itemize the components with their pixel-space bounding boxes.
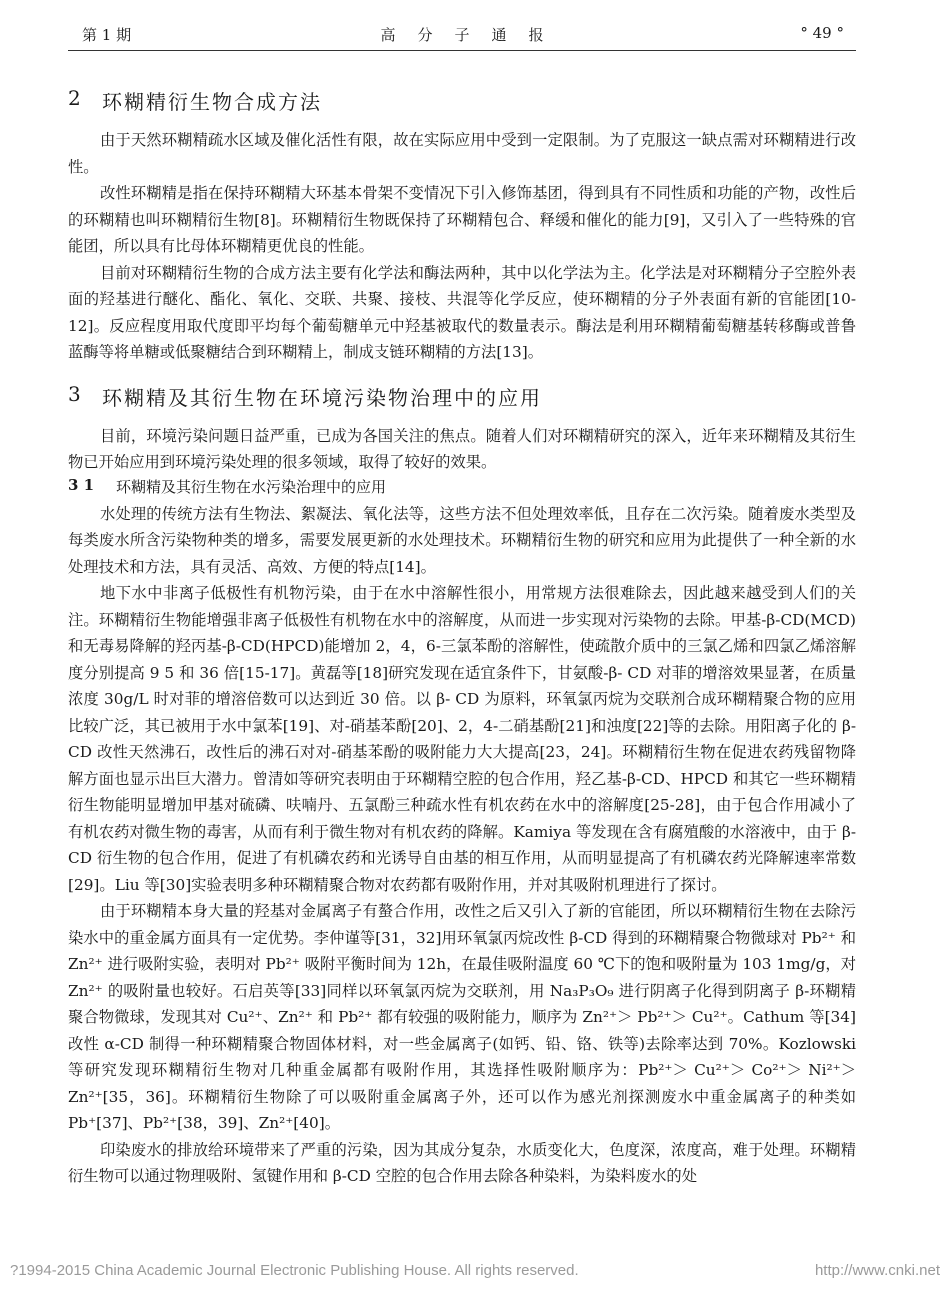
subsection-3-1-number: 3 1 bbox=[68, 475, 95, 494]
running-header bbox=[68, 18, 856, 51]
article-body bbox=[68, 82, 856, 1190]
issue-label: 第 1 期 bbox=[82, 26, 132, 44]
section-2-number: 2 bbox=[68, 86, 83, 110]
paragraph: 目前对环糊精衍生物的合成方法主要有化学法和酶法两种，其中以化学法为主。化学法是对环糊精分子空腔外表面的羟基进行醚化、酯化、氧化、交联、共聚、接枝、共混等化学反应，使环糊精的分子外表面有新的官能团[10-12]。反应程度用取代度即平均每个葡萄糖单元中羟基被取代的数量表示。酶法是利用环糊精葡萄糖基转移酶或普鲁蓝酶等将单糖或低聚糖结合到环糊精上，制成支链环糊精的方法[13]。 bbox=[68, 263, 856, 361]
paragraph: 目前，环境污染问题日益严重，已成为各国关注的焦点。随着人们对环糊精研究的深入，近年来环糊精及其衍生物已开始应用到环境污染处理的很多领域，取得了较好的效果。 bbox=[68, 426, 856, 471]
paragraph: 印染废水的排放给环境带来了严重的污染，因为其成分复杂，水质变化大，色度深，浓度高，难于处理。环糊精衍生物可以通过物理吸附、氢键作用和 β-CD 空腔的包合作用去除各种染料，为染料废水的处 bbox=[68, 1140, 856, 1185]
copyright-text: ?1994-2015 China Academic Journal Electronic Publishing House. All rights reserved. bbox=[10, 1262, 579, 1279]
subsection-3-1-title: 环糊精及其衍生物在水污染治理中的应用 bbox=[116, 477, 387, 496]
page-number: ° 49 ° bbox=[800, 24, 844, 42]
copyright-footer bbox=[10, 1262, 940, 1279]
section-3-heading bbox=[68, 382, 856, 411]
section-2-title: 环糊精衍生物合成方法 bbox=[102, 90, 322, 114]
journal-name: 高分子通报 bbox=[380, 26, 566, 44]
paragraph: 由于环糊精本身大量的羟基对金属离子有螯合作用，改性之后又引入了新的官能团，所以环糊精衍生物在去除污染水中的重金属方面具有一定优势。李仲谨等[31，32]用环氧氯丙烷改性 β-CD 得到的环糊精聚合物微球对 Pb²⁺ 和 Zn²⁺ 进行吸附实验，表明对 Pb²⁺ 吸附平衡时间为 12h，在最佳吸附温度 60 ℃下的饱和吸附量为 103 1mg/g，对 Zn²⁺ 的吸附量也较好。石启英等[33]同样以环氧氯丙烷为交联剂，用 Na₃P₃O₉ 进行阴离子化得到阴离子 β-环糊精聚合物微球，发现其对 Cu²⁺、Zn²⁺ 和 Pb²⁺ 都有较强的吸附能力，顺序为 Zn²⁺＞ Pb²⁺＞ Cu²⁺。Cathum 等[34]改性 α-CD 制得一种环糊精聚合物固体材料，对一些金属离子(如钙、铅、铬、铁等)去除率达到 70%。Kozlowski 等研究发现环糊精衍生物对几种重金属都有吸附作用，其选择性吸附顺序为：Pb²⁺＞ Cu²⁺＞ Co²⁺＞ Ni²⁺＞ Zn²⁺[35，36]。环糊精衍生物除了可以吸附重金属离子外，还可以作为感光剂探测废水中重金属离子的种类如 Pb⁺[37]、Pb²⁺[38，39]、Zn²⁺[40]。 bbox=[68, 902, 856, 1132]
paragraph: 水处理的传统方法有生物法、絮凝法、氧化法等，这些方法不但处理效率低，且存在二次污染。随着废水类型及每类废水所含污染物种类的增多，需要发展更新的水处理技术。环糊精衍生物的研究和应用为此提供了一种全新的水处理技术和方法，具有灵活、高效、方便的特点[14]。 bbox=[68, 504, 856, 576]
section-3-number: 3 bbox=[68, 381, 83, 406]
section-2-heading bbox=[68, 86, 856, 115]
paragraph: 地下水中非离子低极性有机物污染，由于在水中溶解性很小，用常规方法很难除去，因此越来越受到人们的关注。环糊精衍生物能增强非离子低极性有机物在水中的溶解度，从而进一步实现对污染物的去除。甲基-β-CD(MCD)和无毒易降解的羟丙基-β-CD(HPCD)能增加 2，4，6-三氯苯酚的溶解性，使疏散介质中的三氯乙烯和四氯乙烯溶解度分别提高 9 5 和 36 倍[15-17]。黄磊等[18]研究发现在适宜条件下，甘氨酸-β- CD 对菲的增溶效果显著，在质量浓度 30g/L 时对菲的增溶倍数可以达到近 30 倍。以 β- CD 为原料，环氧氯丙烷为交联剂合成环糊精聚合物的应用比较广泛，其已被用于水中氯苯[19]、对-硝基苯酚[20]、2，4-二硝基酚[21]和浊度[22]等的去除。用阳离子化的 β-CD 改性天然沸石，改性后的沸石对对-硝基苯酚的吸附能力大大提高[23，24]。环糊精衍生物在促进农药残留物降解方面也显示出巨大潜力。曾清如等研究表明由于环糊精空腔的包合作用，羟乙基-β-CD、HPCD 和其它一些环糊精衍生物能明显增加甲基对硫磷、呋喃丹、五氯酚三种疏水性有机农药在水中的溶解度[25-28]，由于包合作用减小了有机农药对微生物的毒害，从而有利于微生物对有机农药的降解。Kamiya 等发现在含有腐殖酸的水溶液中，由于 β-CD 衍生物的包合作用，促进了有机磷农药和光诱导自由基的相互作用，从而明显提高了有机磷农药光降解速率常数[29]。Liu 等[30]实验表明多种环糊精聚合物对农药都有吸附作用，并对其吸附机理进行了探讨。 bbox=[68, 584, 856, 894]
website-link[interactable]: http://www.cnki.net bbox=[814, 1262, 940, 1279]
section-3-title: 环糊精及其衍生物在环境污染物治理中的应用 bbox=[102, 385, 542, 410]
paragraph: 由于天然环糊精疏水区域及催化活性有限，故在实际应用中受到一定限制。为了克服这一缺点需对环糊精进行改性。 bbox=[68, 131, 856, 176]
subsection-3-1-heading bbox=[68, 476, 856, 497]
paragraph: 改性环糊精是指在保持环糊精大环基本骨架不变情况下引入修饰基团，得到具有不同性质和功能的产物，改性后的环糊精也叫环糊精衍生物[8]。环糊精衍生物既保持了环糊精包合、释缓和催化的能力[9]，又引入了一些特殊的官能团，所以具有比母体环糊精更优良的性能。 bbox=[68, 184, 856, 255]
